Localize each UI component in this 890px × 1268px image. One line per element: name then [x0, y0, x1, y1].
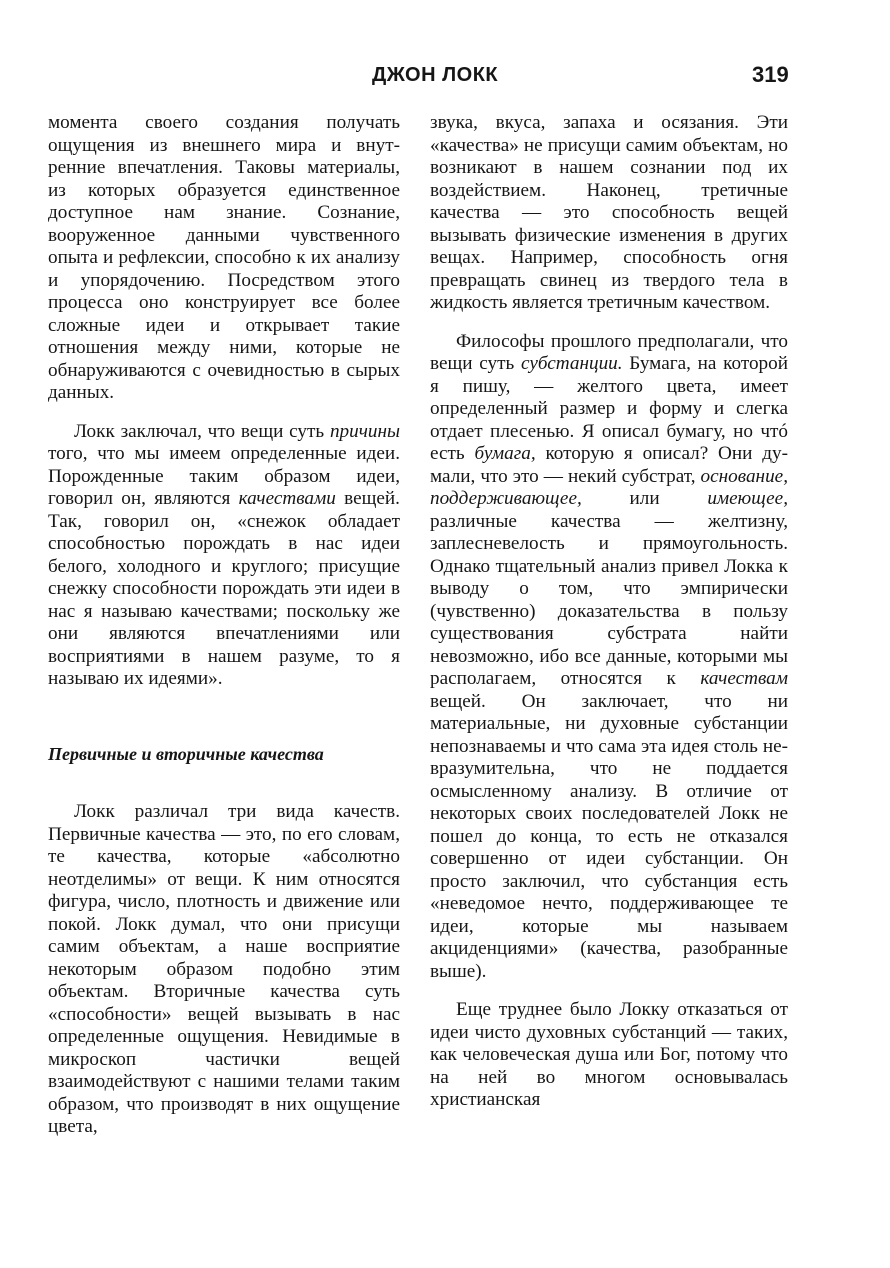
text-run: различные качества — желтизну, заплесневелость и прямоугольность. Однако тщательный анализ привел Локка к выводу о том, что эмпирически (чувственно) доказательства в пользу существования субстрата найти невозможно, ибо все данные, которыми мы располагаем, относятся к	[430, 510, 788, 689]
left-paragraph-3: Локк различал три вида качеств. Первичные качества — это, по его словам, те качества, которые «абсолютно неотделимы» от вещи. К ним относятся фигура, число, плотность и движение или покой. Локк думал, что они присущи самим объектам, а наше восприятие некоторым образом подобно этим объектам. Вторичные качества суть «способности» вещей вызывать в нас определенные ощущения. Невидимые в микроскоп частички вещей взаимодействуют с нашими телами таким образом, что производят в них ощущение цвета,	[48, 801, 400, 1137]
page-number: 319	[752, 62, 789, 87]
running-head	[0, 0, 890, 110]
text-run: вещей. Он заключает, что ни материальные, ни духовные субстанции непознаваемы и что сама эта идея столь невразумительна, что не поддается осмысленному анализу. В отличие от некоторых своих последователей Локк не пошел до конца, то есть не отказался совершенно от идеи субстанции. Он просто заключил, что субстанция есть «неведомое нечто, поддерживающее те идеи, которые мы называем акциденциями» (качества, разобранные выше).	[430, 690, 788, 982]
emphasis-paper: бумага,	[474, 443, 536, 464]
emphasis-qualities: качествами	[238, 488, 336, 509]
emphasis-having: имеющее,	[707, 488, 788, 509]
running-head-title: ДЖОН ЛОКК	[372, 64, 499, 86]
right-paragraph-1: звука, вкуса, запаха и осязания. Эти «качества» не присущи самим объектам, но возникают в нашем сознании под их воздействием. Наконец, третичные качества — это способность вещей вызывать физические изменения в других вещах. Например, способность огня превращать свинец из твердого тела в жидкость является третичным качеством.	[430, 112, 788, 313]
text-run: Локк заключал, что вещи суть	[74, 420, 330, 442]
text-run: того, что мы имеем определенные идеи. Порожденные таким образом идеи, говорил он, являются	[48, 443, 400, 509]
section-subheading: Первичные и вторичные качества	[48, 743, 324, 764]
emphasis-substances: субстанции.	[520, 353, 623, 374]
text-run: Философы прошлого предполагали, что вещи суть	[430, 330, 788, 374]
left-column	[48, 112, 400, 1139]
emphasis-foundation: основание, поддерживающее,	[430, 465, 788, 509]
text-run: или	[581, 488, 708, 509]
text-run: Бумага, на которой я пишу, — желтого цвета, имеет определенный размер и форму и слегка отдает плесенью. Я описал бумагу, но чтó есть	[430, 353, 789, 464]
right-column	[430, 112, 788, 1112]
emphasis-qualities: качествам	[700, 668, 788, 689]
right-paragraph-2	[430, 331, 788, 984]
emphasis-causes: причины	[329, 420, 400, 442]
right-paragraph-3: Еще труднее было Локку отказаться от идеи чисто духовных субстанций — таких, как человеческая душа или Бог, потому что на ней во многом основывалась христианская	[430, 999, 788, 1110]
left-paragraph-2	[48, 421, 400, 691]
left-paragraph-1: момента своего создания получать ощущения из внешнего мира и внутренние впечатления. Таковы материалы, из которых образуется единственное доступное нам знание. Сознание, вооруженное данными чувственного опыта и рефлексии, способно к их анализу и упорядочению. Посредством этого процесса оно конструирует все более сложные идеи и открывает такие отношения между ними, которые не обнаруживаются с очевидностью в сырых данных.	[48, 112, 400, 403]
text-run: вещей. Так, говорил он, «снежок обладает способностью порождать в нас идеи белого, холодного и круглого; присущие снежку способности порождать эти идеи в нас я называю качествами; поскольку же они являются впечатлениями или восприятиями в нашем разуме, то я называю их идеями».	[48, 488, 400, 689]
text-run: которую я описал? Они думали, что это — некий субстрат,	[430, 443, 788, 487]
